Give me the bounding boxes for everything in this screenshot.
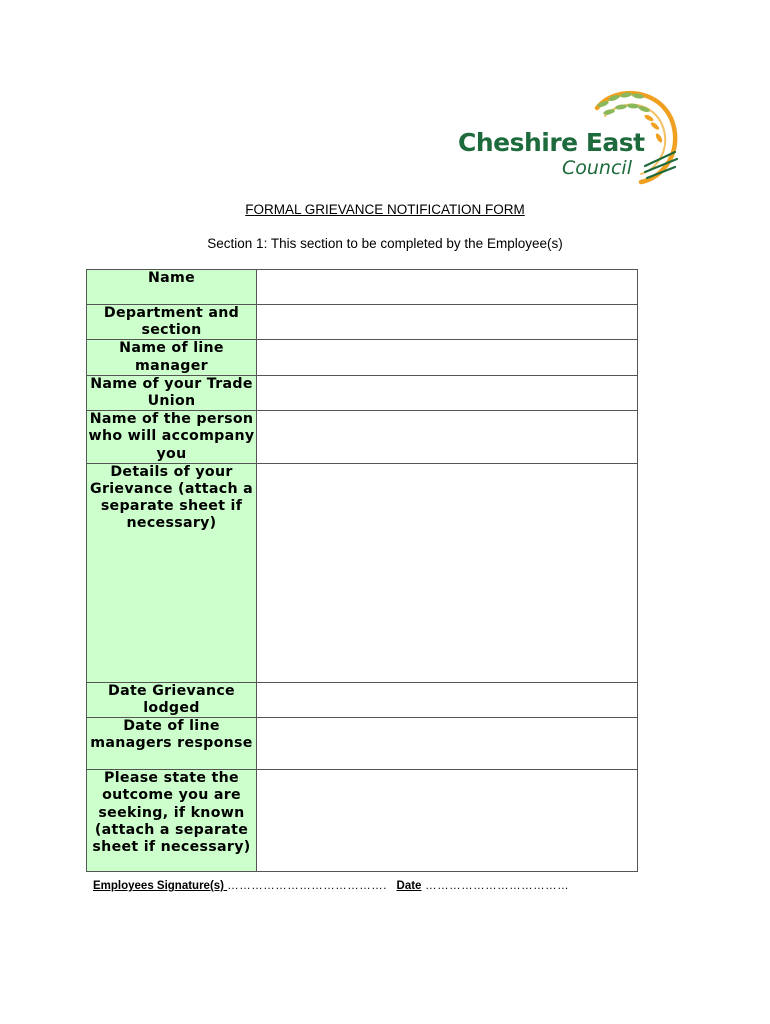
companion-field[interactable]: [257, 411, 638, 464]
cheshire-east-council-logo: [455, 86, 680, 186]
table-row: [87, 770, 638, 872]
signature-label: Employees Signature(s): [93, 880, 228, 892]
outcome-field[interactable]: [257, 770, 638, 872]
section-title: Section 1: This section to be completed by the Employee(s): [207, 236, 563, 251]
table-row: [87, 305, 638, 340]
department-field[interactable]: [257, 305, 638, 340]
grievance-details-field[interactable]: [257, 463, 638, 682]
trade-union-field[interactable]: [257, 375, 638, 410]
table-row: [87, 340, 638, 375]
row-label-grievance-details: Details of your Grievance (attach a separate sheet if necessary): [87, 463, 257, 682]
signature-dots[interactable]: ………………………………….: [227, 880, 387, 892]
row-label-name: Name: [87, 270, 257, 305]
grievance-form-table: [86, 269, 638, 872]
table-row: [87, 463, 638, 682]
date-dots[interactable]: ………………………………: [421, 880, 570, 892]
form-title: FORMAL GRIEVANCE NOTIFICATION FORM: [245, 202, 525, 217]
row-label-trade-union: Name of your Trade Union: [87, 375, 257, 410]
logo-line1: Cheshire East: [458, 128, 645, 157]
row-label-manager-response-date: Date of line managers response: [87, 718, 257, 770]
row-label-department: Department and section: [87, 305, 257, 340]
name-field[interactable]: [257, 270, 638, 305]
date-label: Date: [396, 880, 422, 892]
table-row: [87, 270, 638, 305]
table-row: [87, 718, 638, 770]
table-row: [87, 375, 638, 410]
row-label-outcome: Please state the outcome you are seeking, if known (attach a separate sheet if necessary): [87, 770, 257, 872]
row-label-line-manager: Name of line manager: [87, 340, 257, 375]
row-label-companion: Name of the person who will accompany you: [87, 411, 257, 464]
logo-line2: Council: [562, 157, 632, 179]
table-row: [87, 682, 638, 717]
line-manager-field[interactable]: [257, 340, 638, 375]
row-label-date-lodged: Date Grievance lodged: [87, 682, 257, 717]
manager-response-date-field[interactable]: [257, 718, 638, 770]
signature-line: [93, 880, 569, 892]
table-row: [87, 411, 638, 464]
date-lodged-field[interactable]: [257, 682, 638, 717]
